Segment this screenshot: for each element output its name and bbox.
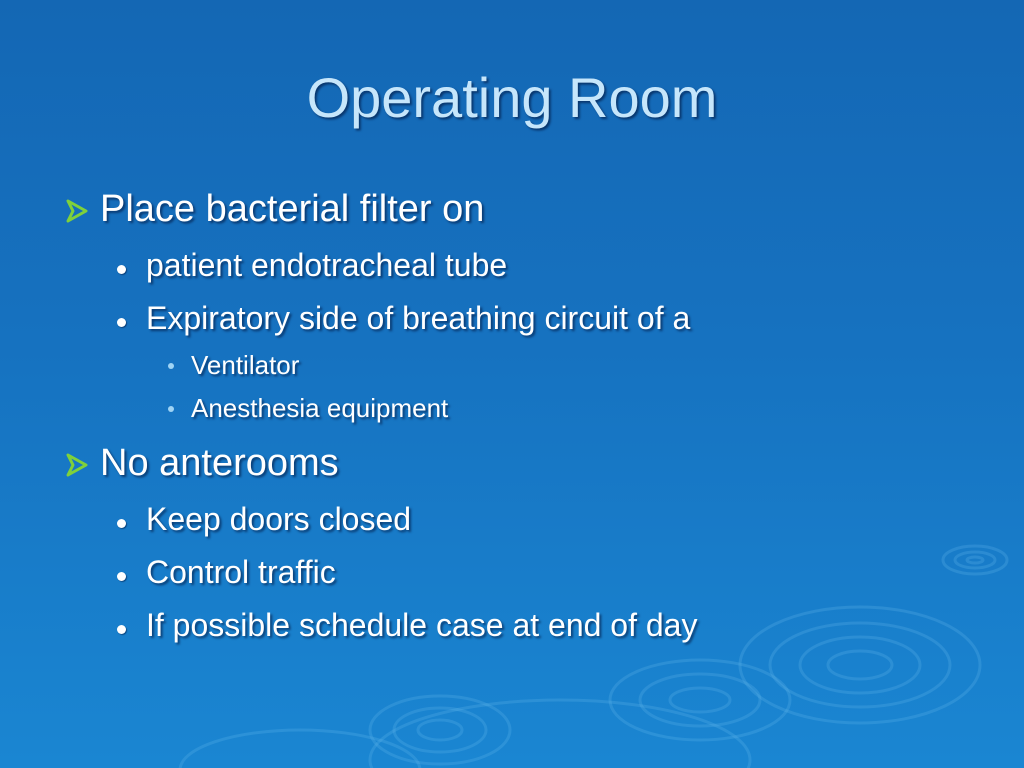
small-dot-bullet-icon — [168, 406, 174, 412]
sub-bullet-schedule-end-of-day: If possible schedule case at end of day — [146, 607, 698, 643]
white-dot-bullet-icon — [117, 265, 126, 274]
green-arrow-bullet-icon — [64, 198, 90, 224]
small-dot-bullet-icon — [168, 363, 174, 369]
bullet-place-bacterial-filter: Place bacterial filter on — [100, 188, 485, 230]
sub-bullet-control-traffic: Control traffic — [146, 554, 336, 590]
sub-bullet-endotracheal-tube: patient endotracheal tube — [146, 247, 508, 283]
white-dot-bullet-icon — [117, 572, 126, 581]
slide-title: Operating Room — [306, 66, 718, 129]
sub-bullet-expiratory-side: Expiratory side of breathing circuit of a — [146, 300, 691, 336]
sub-bullet-keep-doors-closed: Keep doors closed — [146, 501, 412, 537]
green-arrow-bullet-icon — [64, 452, 90, 478]
white-dot-bullet-icon — [117, 519, 126, 528]
white-dot-bullet-icon — [117, 318, 126, 327]
sub-sub-bullet-ventilator: Ventilator — [191, 350, 300, 380]
white-dot-bullet-icon — [117, 625, 126, 634]
bullet-no-anterooms: No anterooms — [100, 442, 339, 484]
sub-sub-bullet-anesthesia-equipment: Anesthesia equipment — [191, 393, 449, 423]
